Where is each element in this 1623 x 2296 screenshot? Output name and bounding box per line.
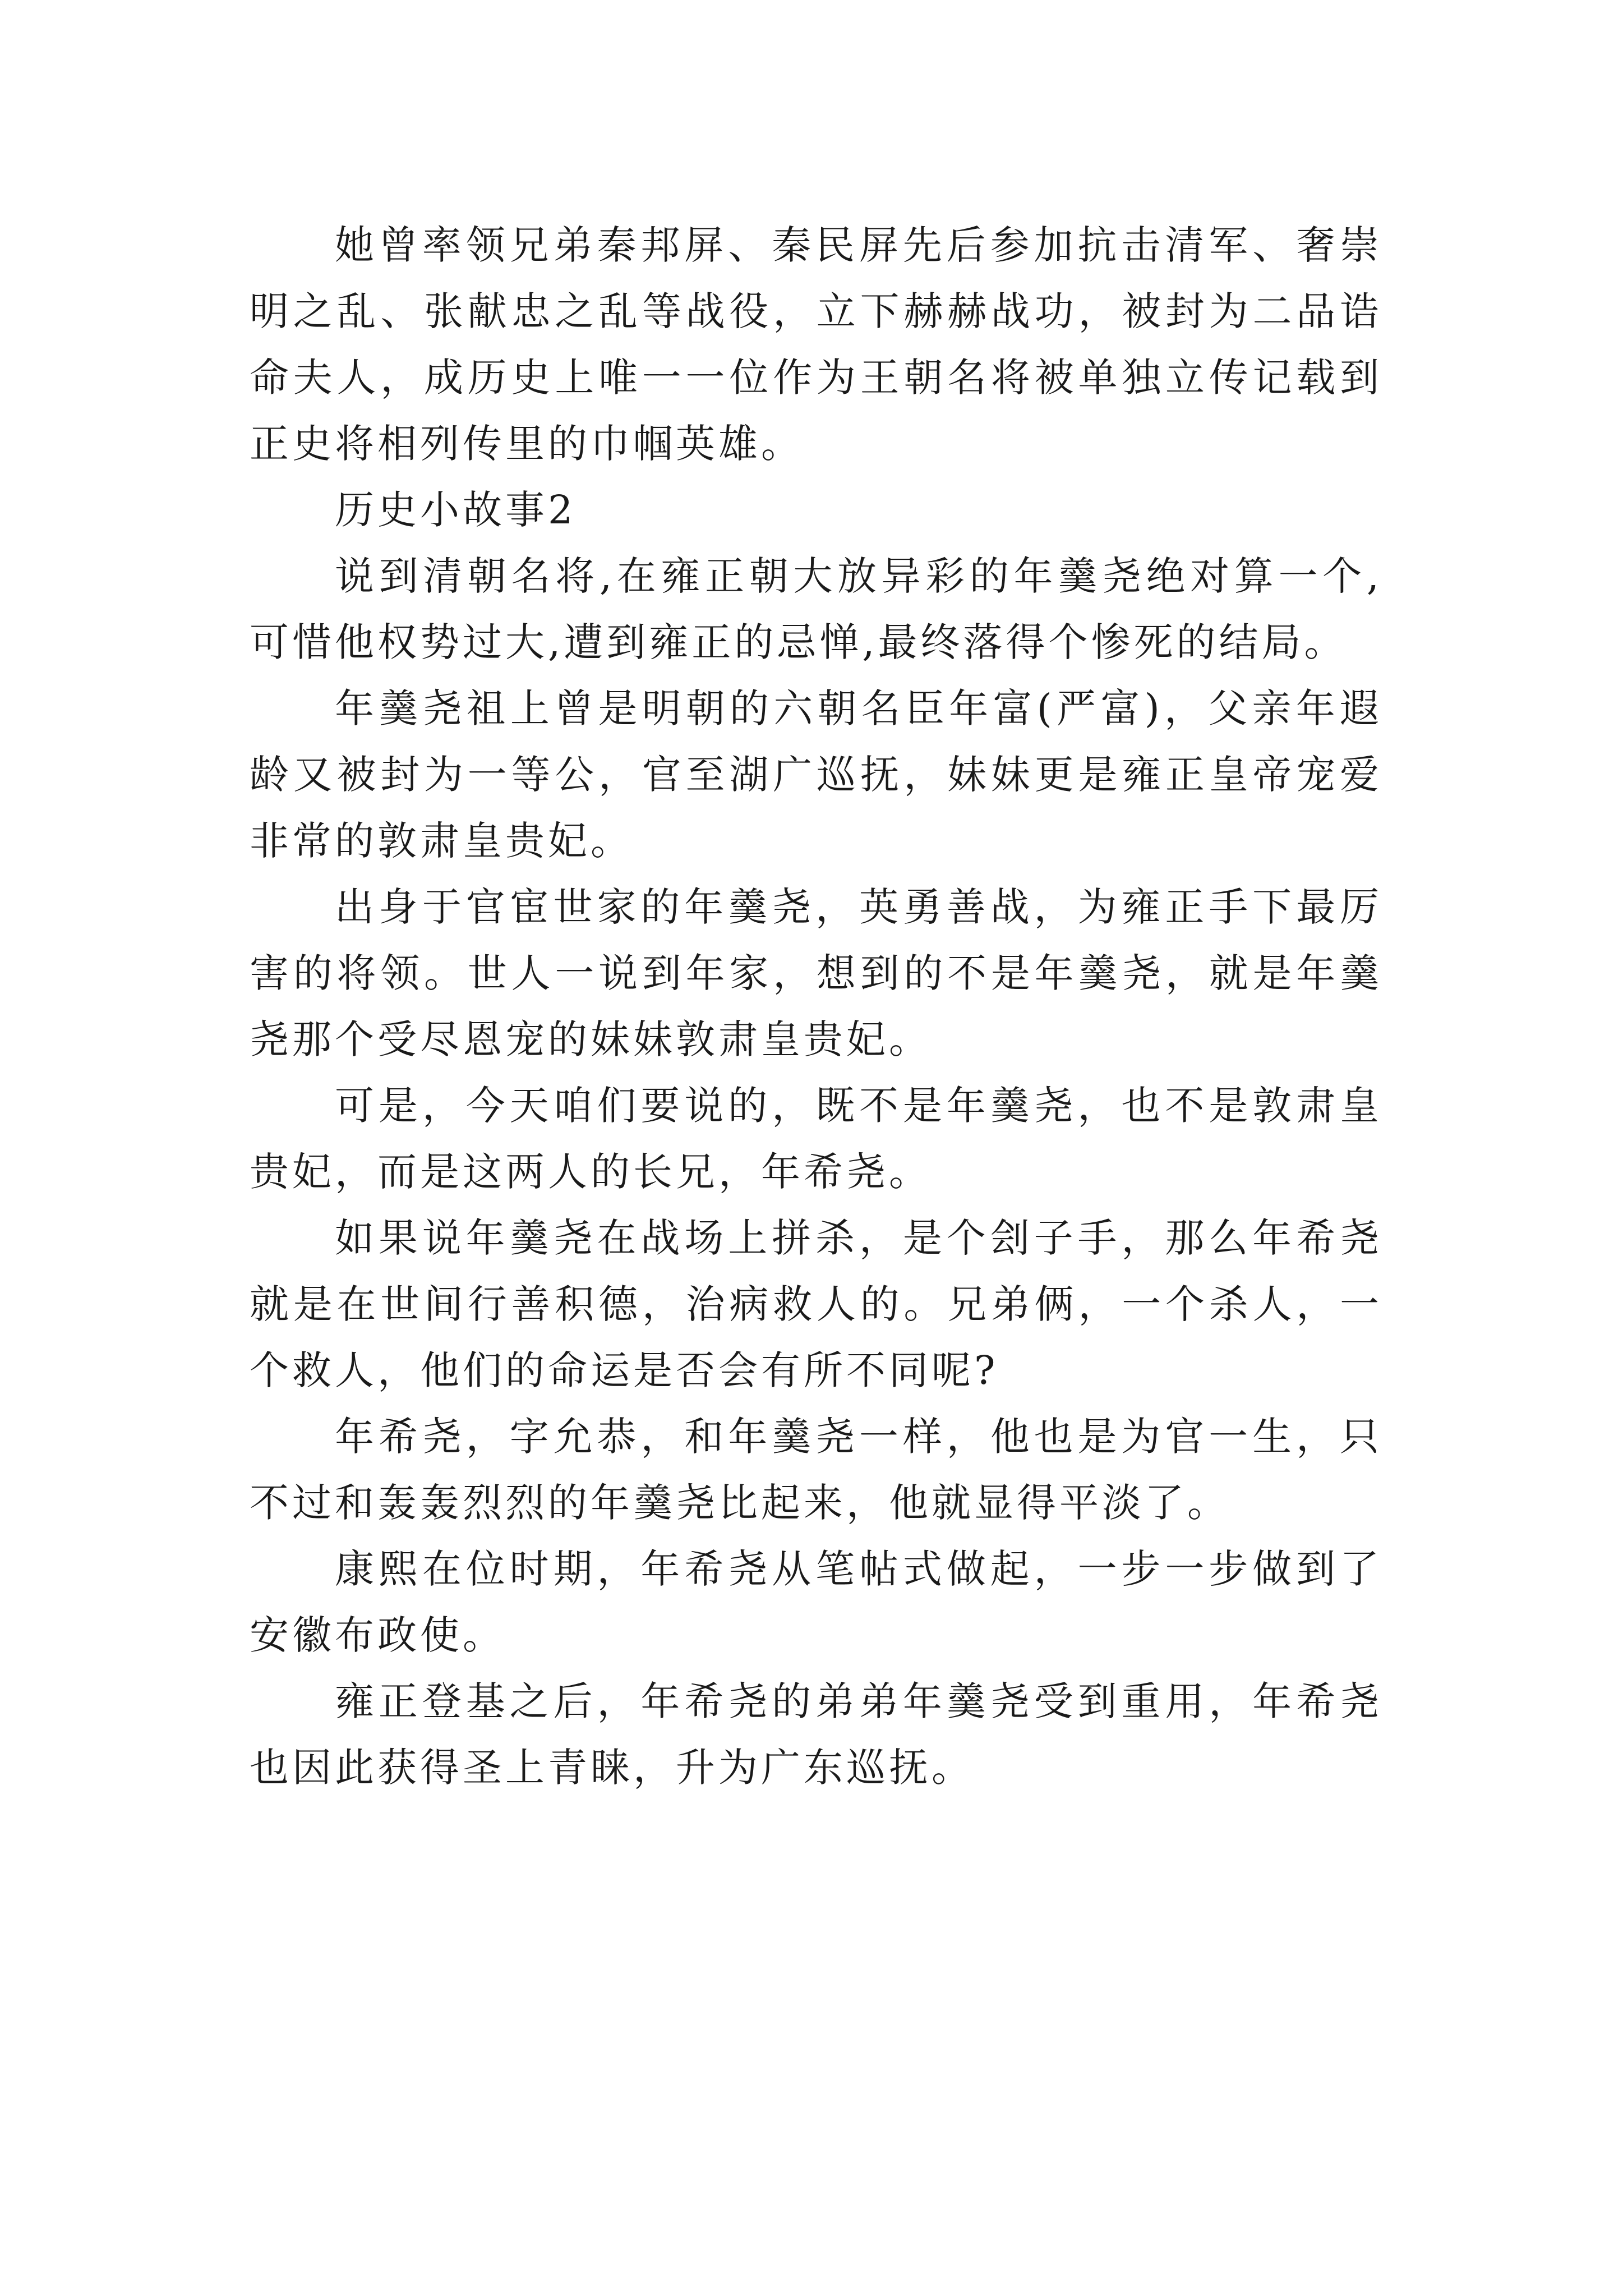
paragraph-8: 康熙在位时期，年希尧从笔帖式做起，一步一步做到了安徽布政使。 <box>250 1546 1382 1658</box>
document-body <box>250 212 1382 1801</box>
paragraph-5: 可是，今天咱们要说的，既不是年羹尧，也不是敦肃皇贵妃，而是这两人的长兄，年希尧。 <box>250 1083 1382 1195</box>
paragraph-7: 年希尧，字允恭，和年羹尧一样，他也是为官一生，只不过和轰轰烈烈的年羹尧比起来，他就显得平淡了。 <box>250 1414 1382 1526</box>
section-heading: 历史小故事2 <box>335 487 577 533</box>
paragraph-2: 说到清朝名将,在雍正朝大放异彩的年羹尧绝对算一个,可惜他权势过大,遭到雍正的忌惮,最终落得个惨死的结局。 <box>250 553 1382 665</box>
paragraph-3: 年羹尧祖上曾是明朝的六朝名臣年富(严富)，父亲年遐龄又被封为一等公，官至湖广巡抚，妹妹更是雍正皇帝宠爱非常的敦肃皇贵妃。 <box>250 685 1382 864</box>
paragraph-1: 她曾率领兄弟秦邦屏、秦民屏先后参加抗击清军、奢崇明之乱、张献忠之乱等战役，立下赫赫战功，被封为二品诰命夫人，成历史上唯一一位作为王朝名将被单独立传记载到正史将相列传里的巾帼英雄。 <box>250 222 1382 467</box>
paragraph-6: 如果说年羹尧在战场上拼杀，是个刽子手，那么年希尧就是在世间行善积德，治病救人的。兄弟俩，一个杀人，一个救人，他们的命运是否会有所不同呢? <box>250 1215 1382 1393</box>
paragraph-4: 出身于官宦世家的年羹尧，英勇善战，为雍正手下最厉害的将领。世人一说到年家，想到的不是年羹尧，就是年羹尧那个受尽恩宠的妹妹敦肃皇贵妃。 <box>250 884 1382 1062</box>
paragraph-9: 雍正登基之后，年希尧的弟弟年羹尧受到重用，年希尧也因此获得圣上青睐，升为广东巡抚。 <box>250 1678 1382 1791</box>
